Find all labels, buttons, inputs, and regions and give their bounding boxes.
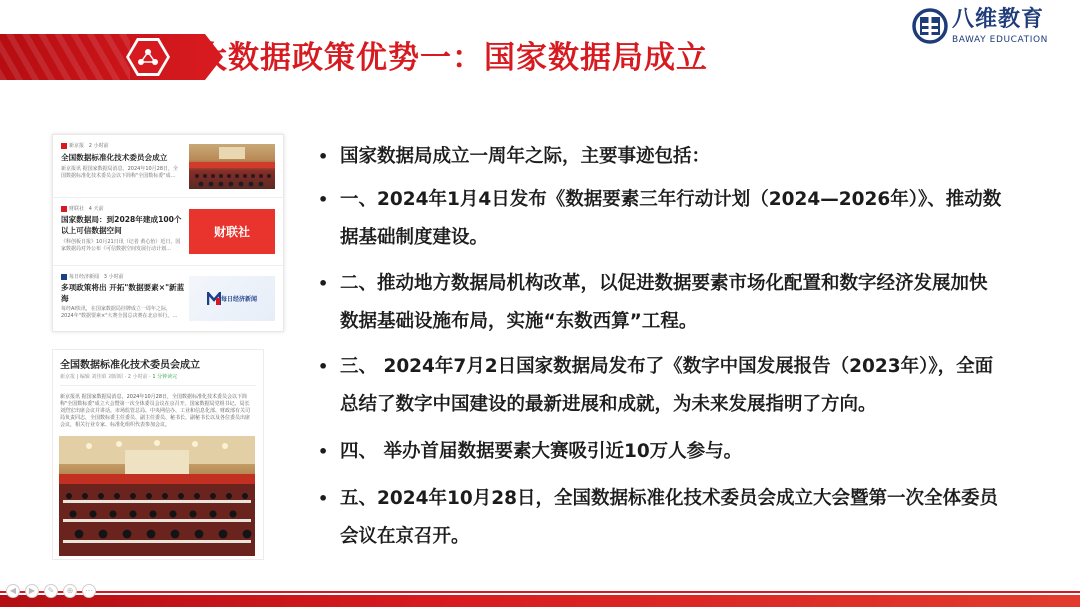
news-headline: 多项政策将出 开拓"数据要素×"新蓝海	[61, 283, 185, 303]
news-item	[53, 266, 283, 333]
news-item	[53, 198, 283, 266]
bullet-symbol: •	[318, 190, 329, 209]
meeting-thumbnail	[189, 144, 275, 189]
zoom-button[interactable]: ⊕	[63, 584, 77, 598]
bullet-symbol: •	[318, 274, 329, 293]
bullet-text: 五、2024年10月28日，全国数据标准化技术委员会成立大会暨第一次全体委员会议在京召开。	[340, 488, 998, 547]
mrjj-logo-icon	[207, 292, 221, 306]
news-headline: 全国数据标准化技术委员会成立	[61, 153, 168, 162]
logo-name-en: BAWAY EDUCATION	[952, 35, 1048, 45]
news-source: 财联社 4 天前	[61, 205, 104, 212]
news-source: 新京报 2 小时前	[61, 142, 109, 149]
article-body: 新京报讯 据国家数据局消息，2024年10月28日，全国数据标准化技术委员会以下简称"全国数标委"成立大会暨第一次全体委员会议在京召开。国家数据局党组书记、局长刘烈宏出席会议并讲话。市场监管总局、中央网信办、工业和信息化部、财政部有关司局负责同志，全国数标委主任委员、副主任委员、秘书长、副秘书长以及各位委员出席会议，相关行业专家、标准化组织代表参加会议。	[60, 394, 251, 428]
bullet-symbol: •	[318, 442, 329, 461]
news-item	[53, 135, 283, 198]
slide-title: 大数据政策优势一：国家数据局成立	[196, 40, 708, 76]
divider	[60, 385, 256, 386]
prev-slide-button[interactable]: ◀	[6, 584, 20, 598]
meeting-photo	[59, 436, 255, 556]
source-logo-icon	[61, 143, 67, 149]
news-desc: 每经AI快讯，在国家数据局挂牌成立一周年之际，2024年"数据要素×"大赛全国总决赛在北京举行。…	[61, 306, 178, 319]
bullet-symbol: •	[318, 147, 329, 166]
footer-accent-line	[0, 591, 1080, 593]
network-icon	[137, 47, 159, 67]
article-screenshot	[52, 349, 264, 560]
article-meta: 新京报 | 编辑 刘佳昭 刘昭昭 · 2 小时前 · 1 分钟读完	[60, 374, 178, 380]
source-logo-icon	[61, 274, 67, 280]
source-logo-icon	[61, 206, 67, 212]
bullet-text: 二、推动地方数据局机构改革，以促进数据要素市场化配置和数字经济发展加快数据基础设施布局，实施“东数西算”工程。	[340, 273, 988, 332]
mrjj-thumbnail	[189, 276, 275, 321]
bullet-text: 国家数据局成立一周年之际，主要事迹包括：	[340, 146, 711, 167]
next-slide-button[interactable]: ▶	[25, 584, 39, 598]
news-desc: 新京报讯 据国家数据局消息，2024年10月28日，全国数据标准化技术委员会以下简称"全国数标委"成…	[61, 166, 179, 179]
news-feed-screenshot	[52, 134, 284, 332]
cls-logo-text: 财联社	[213, 225, 250, 239]
title-band-stripes	[0, 34, 130, 80]
news-desc: 《科创板日报》10月21日讯（记者 黄心怡）近日，国家数据局对外公布《可信数据空间发展行动计划…	[61, 239, 181, 252]
bullet-symbol: •	[318, 357, 329, 376]
bullet-text: 三、 2024年7月2日国家数据局发布了《数字中国发展报告（2023年）》，全面总结了数字中国建设的最新进展和成就，为未来发展指明了方向。	[340, 356, 994, 415]
footer-bar	[0, 595, 1080, 607]
brand-logo	[912, 6, 1077, 48]
bullet-text: 一、2024年1月4日发布《数据要素三年行动计划（2024—2026年）》、推动数据基础制度建设。	[340, 189, 1002, 248]
cls-thumbnail	[189, 209, 275, 254]
slide-nav-controls	[6, 584, 96, 598]
bullet-text: 四、 举办首届数据要素大赛吸引近10万人参与。	[340, 441, 743, 462]
news-source: 每日经济新闻 3 小时前	[61, 273, 124, 280]
news-headline: 国家数据局：到2028年建成100个以上可信数据空间	[61, 215, 182, 235]
mrjj-logo-text: 每日经济新闻	[220, 296, 257, 303]
logo-name-cn: 八维教育	[952, 7, 1045, 32]
pen-tool-button[interactable]: ✎	[44, 584, 58, 598]
article-title: 全国数据标准化技术委员会成立	[60, 360, 200, 371]
bullet-symbol: •	[318, 489, 329, 508]
globe-logo-icon	[912, 8, 948, 44]
more-options-button[interactable]: ⋯	[82, 584, 96, 598]
